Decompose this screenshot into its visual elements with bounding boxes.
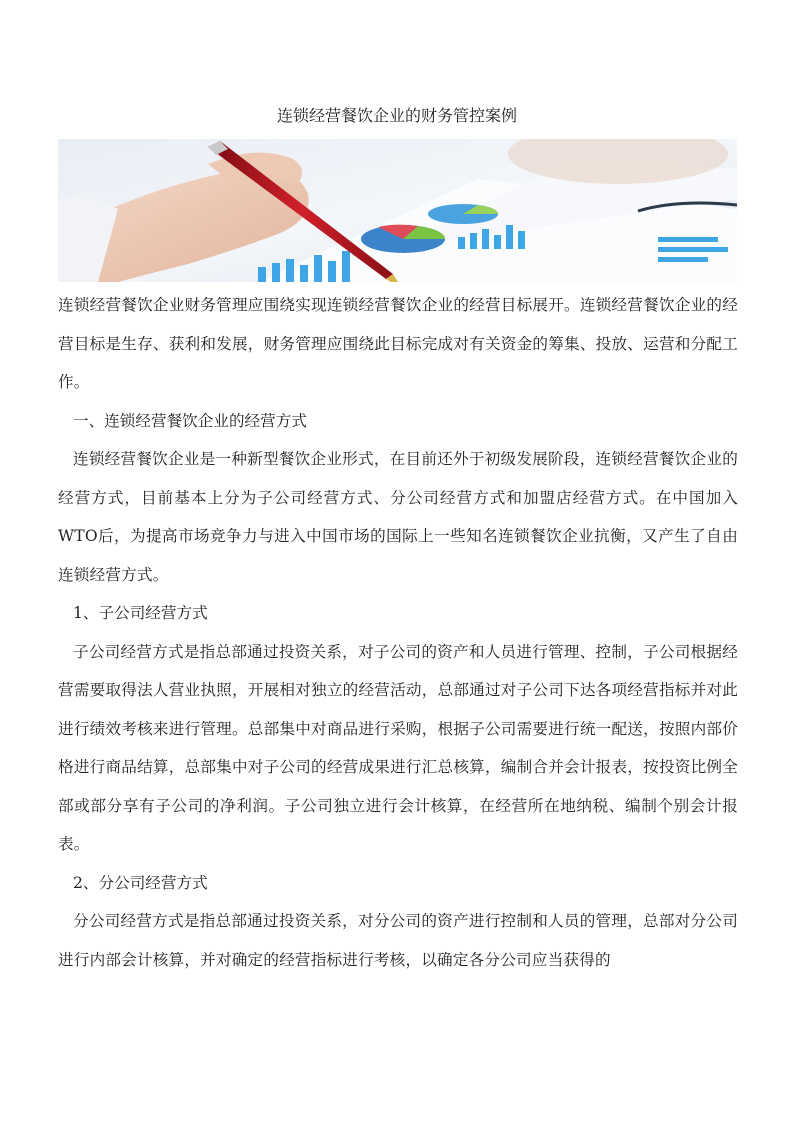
section-heading-operation-modes: 一、连锁经营餐饮企业的经营方式 [73,411,307,430]
banner-image [58,139,737,282]
document-title: 连锁经营餐饮企业的财务管控案例 [276,106,517,125]
section-heading-branch: 2、分公司经营方式 [73,873,208,892]
paragraph-branch: 分公司经营方式是指总部通过投资关系，对分公司的资产进行控制和人员的管理，总部对分公司进行内部会计核算，并对确定的经营指标进行考核，以确定各分公司应当获得的 [58,912,738,969]
paragraph-operation-modes: 连锁经营餐饮企业是一种新型餐饮企业形式，在目前还外于初级发展阶段，连锁经营餐饮企业的经营方式，目前基本上分为子公司经营方式、分公司经营方式和加盟店经营方式。在中国加入WTO后，为提高市场竞争力与进入中国市场的国际上一些知名连锁餐饮企业抗衡，又产生了自由连锁经营方式。 [58,450,738,584]
paragraph-intro: 连锁经营餐饮企业财务管理应围绕实现连锁经营餐饮企业的经营目标展开。连锁经营餐饮企业的经营目标是生存、获利和发展，财务管理应围绕此目标完成对有关资金的筹集、投放、运营和分配工作。 [58,296,738,391]
document-body [58,286,738,979]
paragraph-subsidiary: 子公司经营方式是指总部通过投资关系，对子公司的资产和人员进行管理、控制，子公司根据经营需要取得法人营业执照，开展相对独立的经营活动，总部通过对子公司下达各项经营指标并对此进行绩效考核来进行管理。总部集中对商品进行采购，根据子公司需要进行统一配送，按照内部价格进行商品结算，总部集中对子公司的经营成果进行汇总核算，编制合并会计报表，按投资比例全部或部分享有子公司的净利润。子公司独立进行会计核算，在经营所在地纳税、编制个别会计报表。 [58,642,738,853]
section-heading-subsidiary: 1、子公司经营方式 [73,604,208,622]
pen-chart-illustration [58,139,737,282]
